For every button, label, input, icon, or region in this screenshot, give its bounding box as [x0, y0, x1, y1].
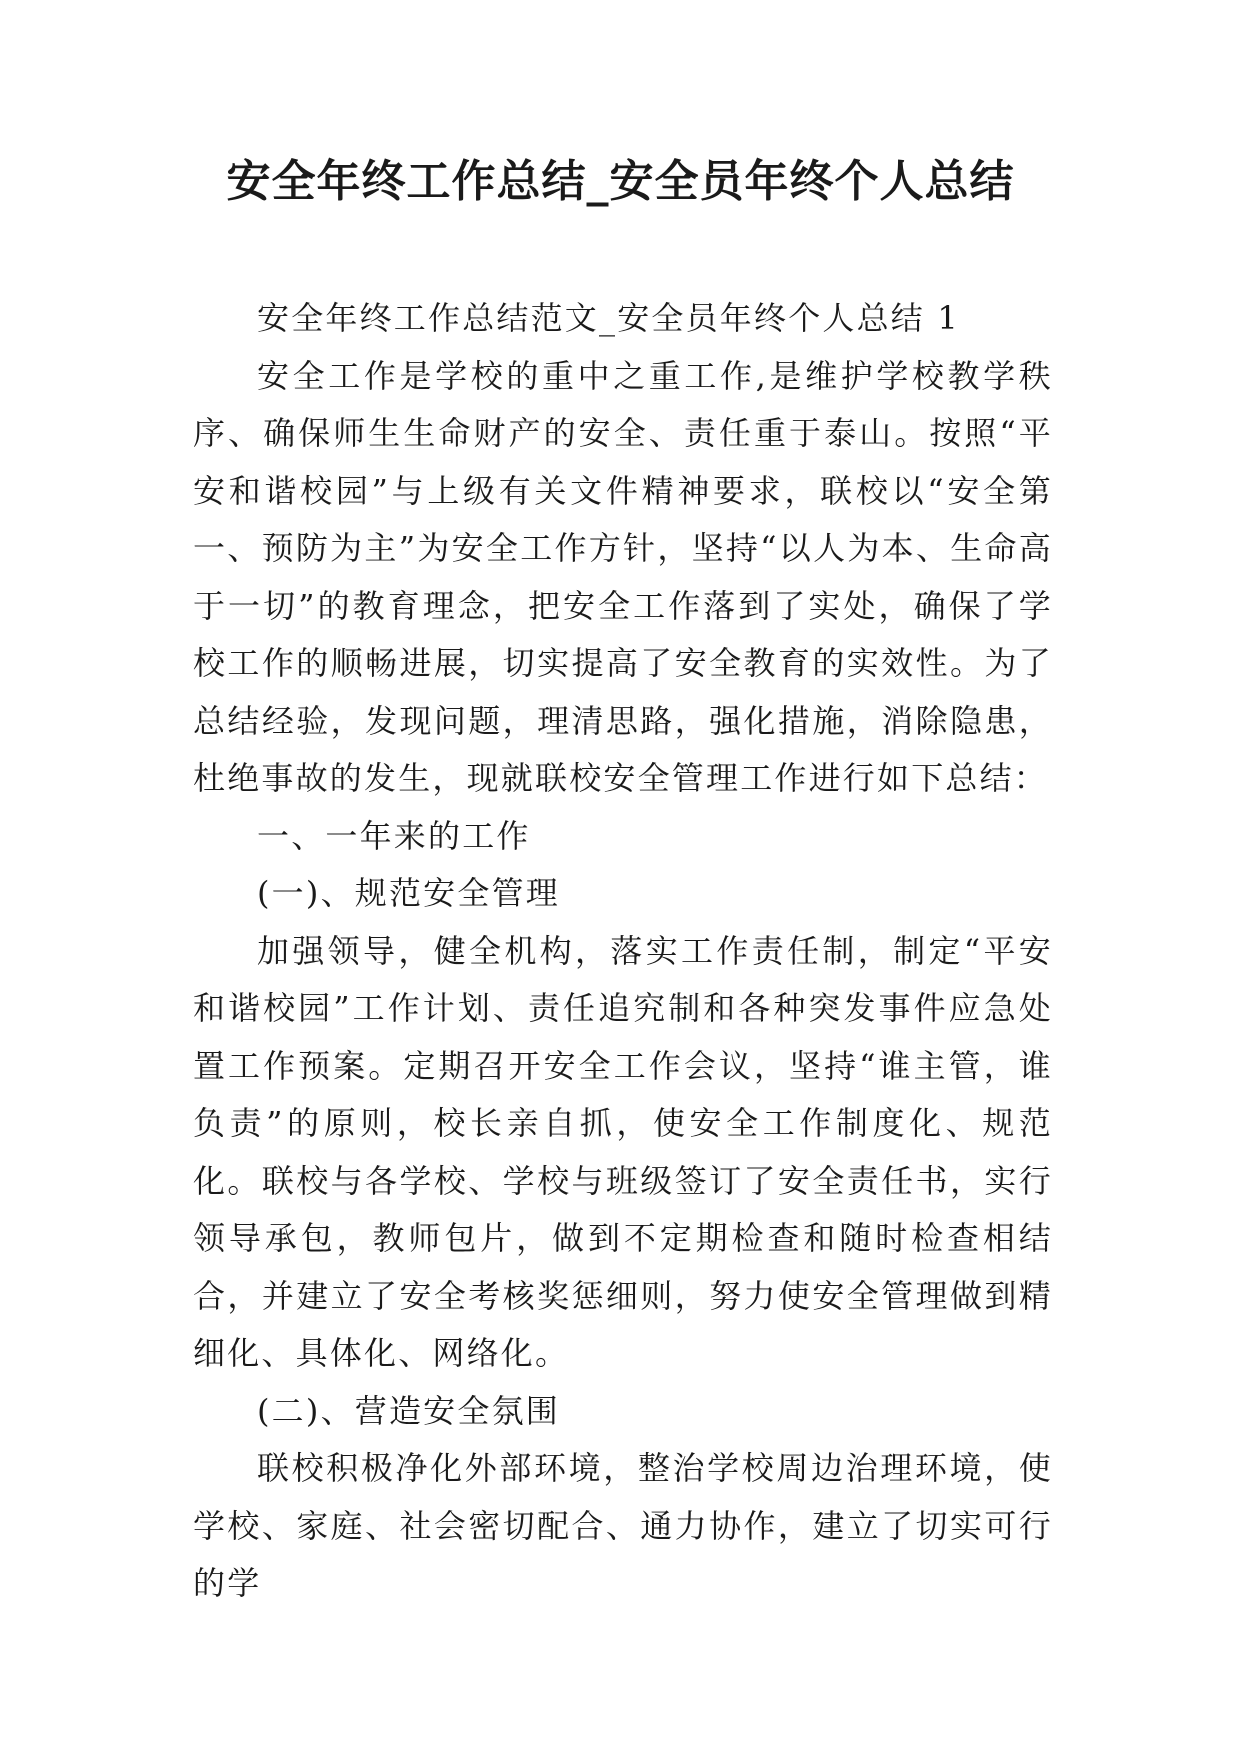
document-title: 安全年终工作总结_安全员年终个人总结: [226, 156, 1015, 207]
body-paragraph-atmosphere: 联校积极净化外部环境，整治学校周边治理环境，使学校、家庭、社会密切配合、通力协作，建立了切实可行的学: [193, 1449, 1053, 1602]
section-heading-year-work: 一、一年来的工作: [257, 816, 531, 855]
document-body: [193, 290, 1053, 1613]
body-paragraph-management: 加强领导，健全机构，落实工作责任制，制定“平安和谐校园”工作计划、责任追究制和各种突发事件应急处置工作预案。定期召开安全工作会议，坚持“谁主管，谁负责”的原则，校长亲自抓，使安全工作制度化、规范化。联校与各学校、学校与班级签订了安全责任书，实行领导承包，教师包片，做到不定期检查和随时检查相结合，并建立了安全考核奖惩细则，努力使安全管理做到精细化、具体化、网络化。: [193, 931, 1053, 1372]
body-paragraph-intro: 安全工作是学校的重中之重工作,是维护学校教学秩序、确保师生生命财产的安全、责任重于泰山。按照“平安和谐校园”与上级有关文件精神要求，联校以“安全第一、预防为主”为安全工作方针，坚持“以人为本、生命高于一切”的教育理念，把安全工作落到了实处，确保了学校工作的顺畅进展，切实提高了安全教育的实效性。为了总结经验，发现问题，理清思路，强化措施，消除隐患，杜绝事故的发生，现就联校安全管理工作进行如下总结：: [193, 356, 1053, 797]
subsection-heading-management: (一)、规范安全管理: [257, 874, 560, 912]
section-heading-summary-1: 安全年终工作总结范文_安全员年终个人总结 1: [257, 299, 960, 337]
subsection-heading-atmosphere: (二)、营造安全氛围: [257, 1391, 560, 1430]
